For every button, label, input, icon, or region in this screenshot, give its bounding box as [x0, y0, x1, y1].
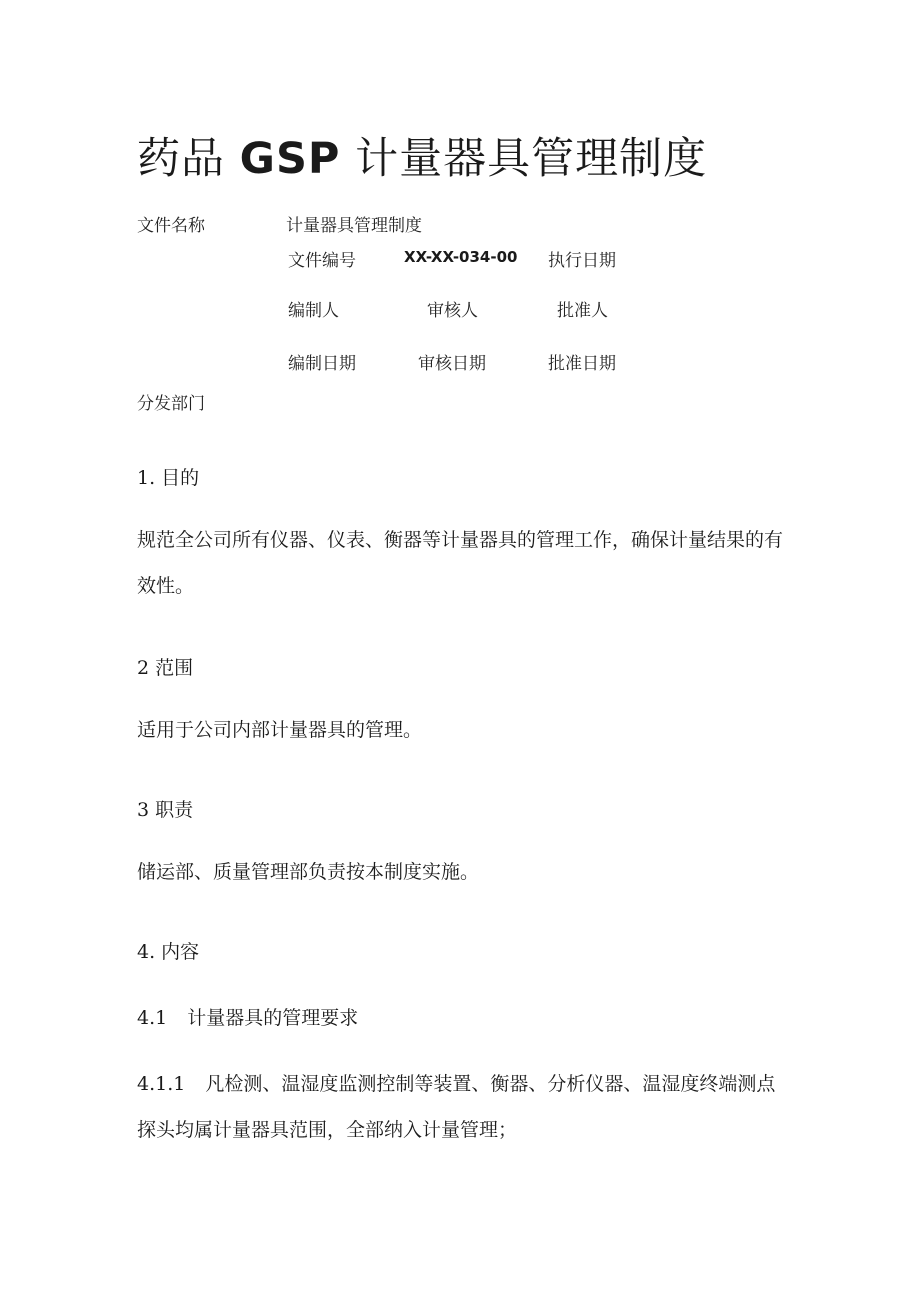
file-no-value: XX-XX-034-00 [404, 248, 518, 266]
section-4-1-title: 计量器具的管理要求 [187, 1007, 359, 1029]
section-4-1-number: 4.1 [137, 1007, 168, 1029]
document-title [137, 125, 707, 186]
section-4-heading: 4. 内容 [137, 941, 200, 963]
section-3-body: 储运部、质量管理部负责按本制度实施。 [137, 861, 480, 883]
section-4-1-1-number: 4.1.1 [137, 1073, 186, 1095]
file-name-value: 计量器具管理制度 [286, 216, 422, 236]
section-2-heading: 2 范围 [137, 657, 194, 679]
author-label: 编制人 [288, 301, 339, 321]
section-4-1-heading [137, 1003, 358, 1030]
dept-label: 分发部门 [137, 394, 205, 414]
section-1-body: 规范全公司所有仪器、仪表、衡器等计量器具的管理工作，确保计量结果的有效性。 [137, 529, 784, 597]
section-4-1-1-text: 凡检测、温湿度监测控制等装置、衡器、分析仪器、温湿度终端测点探头均属计量器具范围，全部纳入计量管理； [137, 1073, 776, 1141]
reviewer-label: 审核人 [427, 301, 478, 321]
section-1-heading: 1. 目的 [137, 467, 200, 489]
section-2-body: 适用于公司内部计量器具的管理。 [137, 719, 423, 741]
title-prefix: 药品 [137, 134, 225, 184]
author-date-label: 编制日期 [288, 354, 356, 374]
title-code: GSP [239, 134, 341, 184]
review-date-label: 审核日期 [418, 354, 486, 374]
approve-date-label: 批准日期 [548, 354, 616, 374]
file-name-label: 文件名称 [137, 216, 205, 236]
title-suffix: 计量器具管理制度 [355, 134, 708, 184]
section-4-1-1-body [137, 1061, 787, 1153]
section-3-heading: 3 职责 [137, 799, 194, 821]
approver-label: 批准人 [557, 301, 608, 321]
exec-date-label: 执行日期 [548, 251, 616, 271]
file-no-label: 文件编号 [288, 251, 356, 271]
